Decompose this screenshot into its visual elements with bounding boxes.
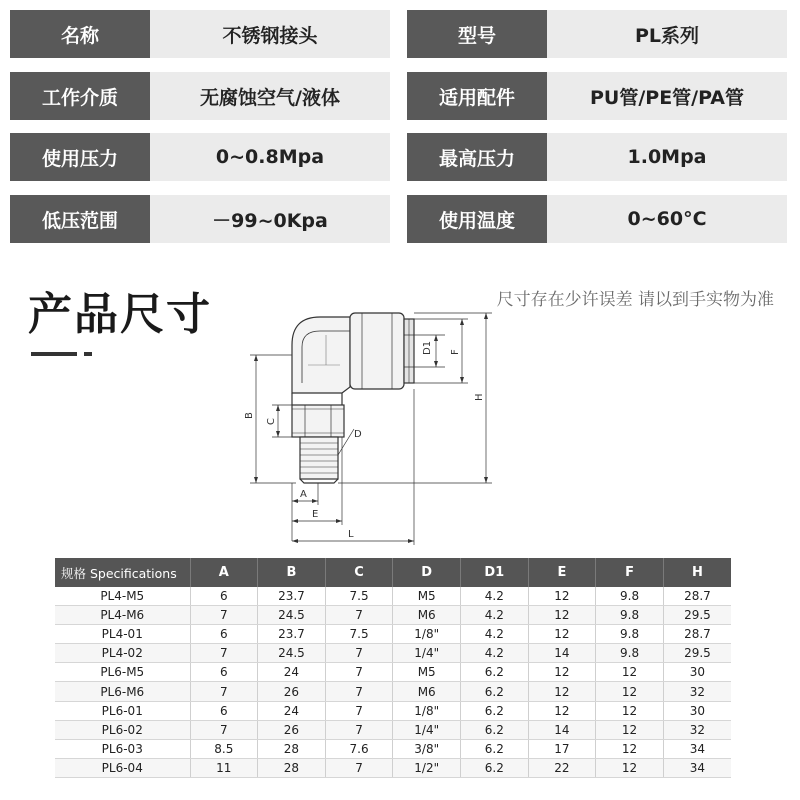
- dimension-cell: 7: [190, 720, 258, 739]
- table-row: [55, 720, 731, 739]
- spec-label: 低压范围: [10, 195, 150, 243]
- dimension-cell: 6.2: [461, 758, 529, 777]
- column-header: F: [596, 558, 664, 587]
- dimension-cell: 9.8: [596, 587, 664, 606]
- model-cell: PL6-M5: [55, 663, 190, 682]
- dimension-cell: 4.2: [461, 606, 529, 625]
- dimension-cell: 28: [258, 739, 326, 758]
- dim-label-b: B: [244, 412, 255, 419]
- dimension-cell: 23.7: [258, 587, 326, 606]
- dimension-cell: 12: [528, 663, 596, 682]
- dimension-cell: 6.2: [461, 682, 529, 701]
- column-header: C: [325, 558, 393, 587]
- elbow-body: [292, 313, 414, 483]
- dim-label-f: F: [450, 349, 461, 355]
- spec-value: 无腐蚀空气/液体: [150, 72, 390, 120]
- model-cell: PL4-01: [55, 625, 190, 644]
- dimension-cell: 12: [528, 682, 596, 701]
- dimension-cell: 6: [190, 663, 258, 682]
- dimension-cell: M5: [393, 663, 461, 682]
- dimension-cell: 12: [596, 739, 664, 758]
- dimension-cell: 12: [596, 663, 664, 682]
- column-header: E: [528, 558, 596, 587]
- column-header: H: [663, 558, 731, 587]
- dimension-cell: 12: [596, 701, 664, 720]
- table-row: [55, 644, 731, 663]
- dimension-cell: 24.5: [258, 644, 326, 663]
- spec-label: 名称: [10, 10, 150, 58]
- model-cell: PL6-04: [55, 758, 190, 777]
- dimension-cell: M5: [393, 587, 461, 606]
- dimension-cell: 6.2: [461, 701, 529, 720]
- title-underline: [31, 352, 77, 356]
- dimension-cell: 7: [190, 644, 258, 663]
- table-body: [55, 587, 731, 777]
- title-underline-dot: [84, 352, 92, 356]
- dimension-cell: 7.5: [325, 625, 393, 644]
- spec-label: 适用配件: [407, 72, 547, 120]
- dim-label-d: D: [354, 429, 362, 440]
- dimension-cell: 14: [528, 720, 596, 739]
- dimension-cell: 7: [325, 701, 393, 720]
- dimension-cell: 30: [663, 663, 731, 682]
- spec-value: 1.0Mpa: [547, 133, 787, 181]
- dimension-cell: 24: [258, 663, 326, 682]
- dimension-cell: 32: [663, 720, 731, 739]
- dimension-cell: 23.7: [258, 625, 326, 644]
- dimension-cell: 26: [258, 720, 326, 739]
- model-cell: PL6-03: [55, 739, 190, 758]
- spec-label: 使用温度: [407, 195, 547, 243]
- dimension-cell: 24.5: [258, 606, 326, 625]
- dimension-cell: 9.8: [596, 644, 664, 663]
- dim-label-c: C: [266, 418, 277, 425]
- model-cell: PL4-02: [55, 644, 190, 663]
- table-row: [55, 606, 731, 625]
- dimension-cell: M6: [393, 682, 461, 701]
- spec-value: －99~0Kpa: [150, 195, 390, 243]
- dimension-cell: 4.2: [461, 587, 529, 606]
- table-row: [55, 663, 731, 682]
- dimension-cell: 11: [190, 758, 258, 777]
- dimension-cell: 24: [258, 701, 326, 720]
- dimension-cell: 1/8": [393, 701, 461, 720]
- dimension-cell: 6.2: [461, 739, 529, 758]
- dimension-cell: 4.2: [461, 625, 529, 644]
- spec-grid: [0, 0, 800, 250]
- dimension-cell: 6.2: [461, 720, 529, 739]
- fitting-dimension-drawing: [230, 305, 520, 550]
- spec-value: 不锈钢接头: [150, 10, 390, 58]
- dimension-cell: M6: [393, 606, 461, 625]
- dimension-cell: 1/4": [393, 720, 461, 739]
- dimension-cell: 12: [528, 606, 596, 625]
- spec-value: PU管/PE管/PA管: [547, 72, 787, 120]
- column-header: D1: [461, 558, 529, 587]
- dimension-cell: 22: [528, 758, 596, 777]
- spec-label: 最高压力: [407, 133, 547, 181]
- table-row: [55, 587, 731, 606]
- dim-label-d1: D1: [422, 340, 433, 355]
- table-header-row: [55, 558, 731, 587]
- table-row: [55, 739, 731, 758]
- dimension-cell: 28.7: [663, 587, 731, 606]
- spec-label: 工作介质: [10, 72, 150, 120]
- model-cell: PL6-M6: [55, 682, 190, 701]
- dimension-cell: 12: [596, 758, 664, 777]
- dimension-cell: 7.6: [325, 739, 393, 758]
- table-row: [55, 682, 731, 701]
- column-header: D: [393, 558, 461, 587]
- model-cell: PL4-M6: [55, 606, 190, 625]
- model-cell: PL4-M5: [55, 587, 190, 606]
- dimension-cell: 4.2: [461, 644, 529, 663]
- dim-label-l: L: [348, 529, 354, 540]
- dimension-cell: 26: [258, 682, 326, 701]
- dimension-cell: 12: [528, 587, 596, 606]
- dimension-cell: 7: [325, 644, 393, 663]
- dimension-table: [55, 558, 731, 778]
- dimension-cell: 7: [190, 606, 258, 625]
- dimension-cell: 6: [190, 701, 258, 720]
- spec-label: 型号: [407, 10, 547, 58]
- column-header: 规格 Specifications: [55, 558, 190, 587]
- spec-value: 0~60°C: [547, 195, 787, 243]
- dimension-cell: 8.5: [190, 739, 258, 758]
- dimension-cell: 28.7: [663, 625, 731, 644]
- table-row: [55, 758, 731, 777]
- table-row: [55, 625, 731, 644]
- dim-label-h: H: [474, 393, 485, 401]
- dimension-cell: 9.8: [596, 606, 664, 625]
- table-row: [55, 701, 731, 720]
- dimension-cell: 6: [190, 625, 258, 644]
- dimension-cell: 32: [663, 682, 731, 701]
- dimension-cell: 34: [663, 739, 731, 758]
- dimension-cell: 28: [258, 758, 326, 777]
- dimension-cell: 7: [190, 682, 258, 701]
- dim-label-e: E: [312, 509, 319, 520]
- dimension-cell: 1/4": [393, 644, 461, 663]
- dimension-cell: 29.5: [663, 644, 731, 663]
- spec-value: PL系列: [547, 10, 787, 58]
- tolerance-note: 尺寸存在少许误差 请以到手实物为准: [496, 290, 774, 310]
- spec-label: 使用压力: [10, 133, 150, 181]
- model-cell: PL6-02: [55, 720, 190, 739]
- dimension-cell: 6.2: [461, 663, 529, 682]
- dimension-cell: 7: [325, 758, 393, 777]
- model-cell: PL6-01: [55, 701, 190, 720]
- dimension-cell: 1/8": [393, 625, 461, 644]
- column-header: B: [258, 558, 326, 587]
- dimension-cell: 14: [528, 644, 596, 663]
- spec-value: 0~0.8Mpa: [150, 133, 390, 181]
- dimension-cell: 7.5: [325, 587, 393, 606]
- dimension-cell: 7: [325, 663, 393, 682]
- dimension-cell: 12: [528, 701, 596, 720]
- dimension-cell: 34: [663, 758, 731, 777]
- dimension-cell: 3/8": [393, 739, 461, 758]
- dimension-cell: 6: [190, 587, 258, 606]
- dimension-cell: 12: [596, 682, 664, 701]
- dimension-cell: 17: [528, 739, 596, 758]
- dimension-cell: 7: [325, 682, 393, 701]
- dimension-cell: 29.5: [663, 606, 731, 625]
- column-header: A: [190, 558, 258, 587]
- section-title: 产品尺寸: [28, 289, 212, 340]
- dimension-cell: 7: [325, 606, 393, 625]
- dimension-cell: 12: [596, 720, 664, 739]
- dimension-cell: 9.8: [596, 625, 664, 644]
- dimension-cell: 7: [325, 720, 393, 739]
- dimension-cell: 30: [663, 701, 731, 720]
- dim-label-a: A: [300, 489, 307, 500]
- dimension-cell: 12: [528, 625, 596, 644]
- dimension-cell: 1/2": [393, 758, 461, 777]
